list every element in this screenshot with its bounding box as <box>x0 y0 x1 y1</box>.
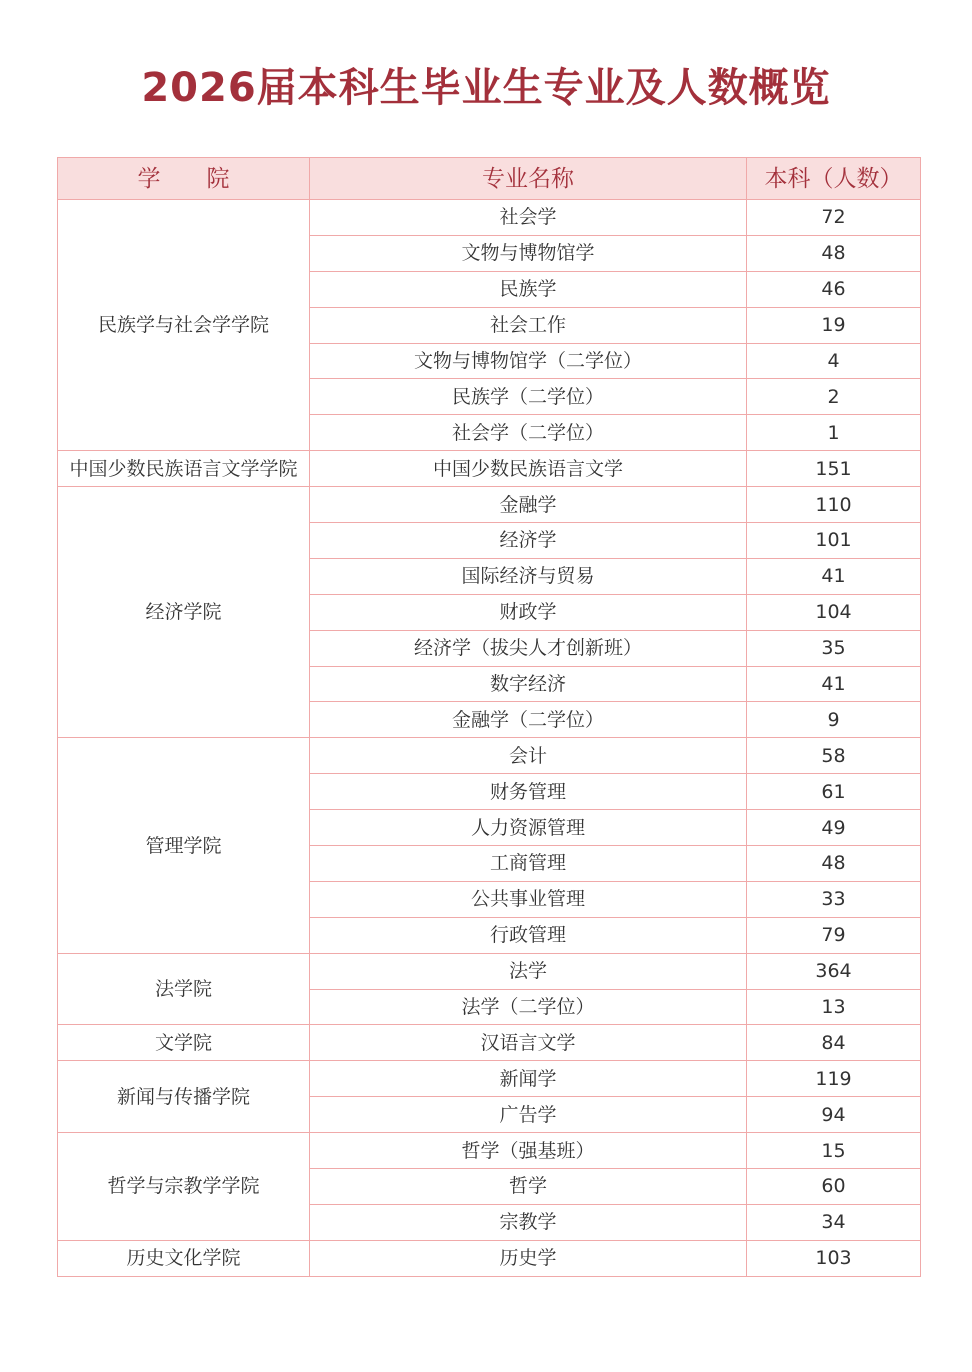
count-cell: 110 <box>747 487 921 523</box>
major-cell: 国际经济与贸易 <box>310 558 747 594</box>
count-cell: 79 <box>747 917 921 953</box>
count-cell: 4 <box>747 343 921 379</box>
major-cell: 哲学 <box>310 1169 747 1205</box>
college-cell: 法学院 <box>58 953 310 1025</box>
table-header <box>58 158 921 200</box>
header-row <box>58 158 921 200</box>
major-cell: 会计 <box>310 738 747 774</box>
majors-table <box>57 157 921 1277</box>
count-cell: 72 <box>747 200 921 236</box>
count-cell: 103 <box>747 1240 921 1276</box>
college-cell: 文学院 <box>58 1025 310 1061</box>
count-cell: 104 <box>747 594 921 630</box>
count-cell: 41 <box>747 666 921 702</box>
count-cell: 49 <box>747 810 921 846</box>
count-cell: 60 <box>747 1169 921 1205</box>
table-row <box>58 200 921 236</box>
major-cell: 新闻学 <box>310 1061 747 1097</box>
table-row <box>58 738 921 774</box>
major-cell: 历史学 <box>310 1240 747 1276</box>
major-cell: 金融学 <box>310 487 747 523</box>
count-cell: 41 <box>747 558 921 594</box>
table-row <box>58 1240 921 1276</box>
count-cell: 9 <box>747 702 921 738</box>
count-cell: 19 <box>747 307 921 343</box>
major-cell: 人力资源管理 <box>310 810 747 846</box>
count-cell: 119 <box>747 1061 921 1097</box>
table-row <box>58 953 921 989</box>
header-college: 学 院 <box>58 158 310 200</box>
major-cell: 文物与博物馆学 <box>310 235 747 271</box>
count-cell: 2 <box>747 379 921 415</box>
major-cell: 民族学（二学位） <box>310 379 747 415</box>
major-cell: 公共事业管理 <box>310 881 747 917</box>
college-cell: 哲学与宗教学学院 <box>58 1133 310 1241</box>
major-cell: 汉语言文学 <box>310 1025 747 1061</box>
table-row <box>58 487 921 523</box>
major-cell: 法学（二学位） <box>310 989 747 1025</box>
count-cell: 46 <box>747 271 921 307</box>
major-cell: 文物与博物馆学（二学位） <box>310 343 747 379</box>
count-cell: 48 <box>747 235 921 271</box>
major-cell: 民族学 <box>310 271 747 307</box>
count-cell: 1 <box>747 415 921 451</box>
major-cell: 法学 <box>310 953 747 989</box>
page-title: 2026届本科生毕业生专业及人数概览 <box>141 65 831 111</box>
count-cell: 151 <box>747 451 921 487</box>
major-cell: 社会学 <box>310 200 747 236</box>
major-cell: 广告学 <box>310 1097 747 1133</box>
count-cell: 13 <box>747 989 921 1025</box>
college-cell: 历史文化学院 <box>58 1240 310 1276</box>
count-cell: 94 <box>747 1097 921 1133</box>
major-cell: 社会工作 <box>310 307 747 343</box>
major-cell: 哲学（强基班） <box>310 1133 747 1169</box>
major-cell: 数字经济 <box>310 666 747 702</box>
count-cell: 34 <box>747 1204 921 1240</box>
college-cell: 新闻与传播学院 <box>58 1061 310 1133</box>
college-cell: 经济学院 <box>58 487 310 738</box>
college-cell: 管理学院 <box>58 738 310 953</box>
major-cell: 中国少数民族语言文学 <box>310 451 747 487</box>
table-body <box>58 200 921 1277</box>
major-cell: 财政学 <box>310 594 747 630</box>
major-cell: 社会学（二学位） <box>310 415 747 451</box>
college-cell: 民族学与社会学学院 <box>58 200 310 451</box>
major-cell: 行政管理 <box>310 917 747 953</box>
table-row <box>58 451 921 487</box>
major-cell: 宗教学 <box>310 1204 747 1240</box>
major-cell: 经济学（拔尖人才创新班） <box>310 630 747 666</box>
table-row <box>58 1061 921 1097</box>
count-cell: 33 <box>747 881 921 917</box>
major-cell: 财务管理 <box>310 774 747 810</box>
count-cell: 15 <box>747 1133 921 1169</box>
header-count: 本科（人数） <box>747 158 921 200</box>
count-cell: 101 <box>747 523 921 559</box>
count-cell: 61 <box>747 774 921 810</box>
count-cell: 48 <box>747 846 921 882</box>
table-row <box>58 1133 921 1169</box>
major-cell: 经济学 <box>310 523 747 559</box>
count-cell: 84 <box>747 1025 921 1061</box>
header-major: 专业名称 <box>310 158 747 200</box>
count-cell: 364 <box>747 953 921 989</box>
major-cell: 工商管理 <box>310 846 747 882</box>
count-cell: 35 <box>747 630 921 666</box>
major-cell: 金融学（二学位） <box>310 702 747 738</box>
college-cell: 中国少数民族语言文学学院 <box>58 451 310 487</box>
count-cell: 58 <box>747 738 921 774</box>
table-row <box>58 1025 921 1061</box>
